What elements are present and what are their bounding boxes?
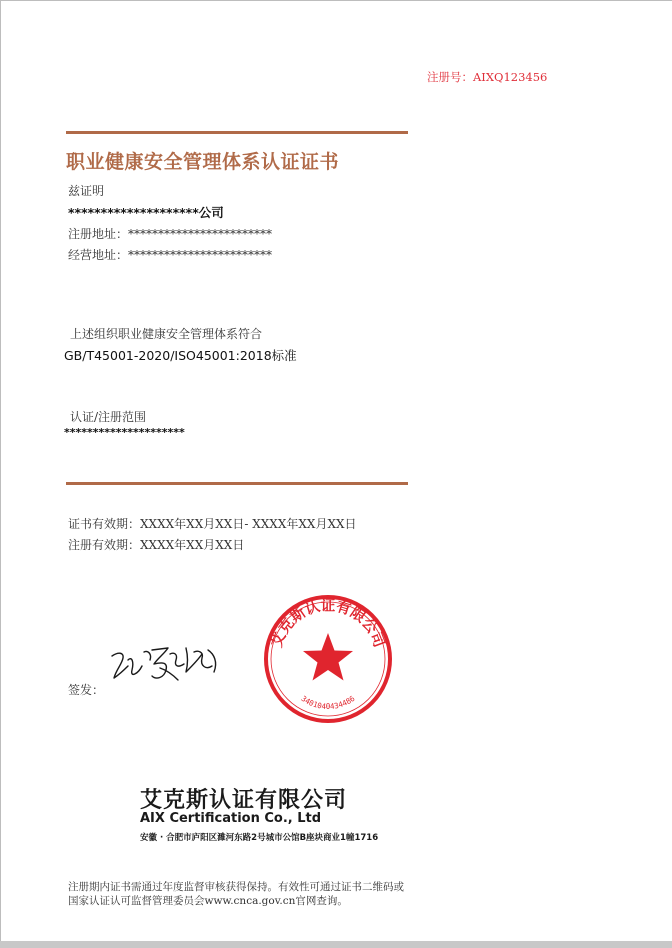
standard-text: GB/T45001-2020/ISO45001:2018标准 — [64, 348, 297, 363]
scope-label: 认证/注册范围 — [70, 410, 147, 424]
registration-validity: 注册有效期：XXXX年XX月XX日 — [68, 538, 245, 552]
footer-note: 注册期内证书需通过年度监督审核获得保持。有效性可通过证书二维码或国家认证认可监督管理委员会www.cnca.gov.cn官网查询。 — [68, 881, 404, 907]
conformity-text: 上述组织职业健康安全管理体系符合 — [70, 327, 263, 341]
page-border-bottom — [0, 941, 672, 948]
registered-address: 注册地址：************************ — [68, 227, 273, 241]
seal-text: 艾克斯认证有限公司 — [269, 598, 387, 650]
company-seal — [262, 593, 394, 725]
top-divider — [66, 131, 408, 134]
page-border-top — [0, 0, 672, 1]
certificate-title: 职业健康安全管理体系认证证书 — [66, 151, 340, 173]
certificate-validity: 证书有效期：XXXX年XX月XX日- XXXX年XX月XX日 — [68, 517, 357, 531]
signature-image — [108, 640, 228, 688]
signature-label: 签发： — [68, 683, 105, 697]
certify-label: 兹证明 — [68, 184, 105, 198]
company-name: ********************公司 — [68, 205, 224, 220]
registration-number: 注册号：AIXQ123456 — [427, 70, 548, 84]
issuer-name-en: AIX Certification Co., Ltd — [140, 811, 322, 826]
seal-star-icon — [303, 633, 353, 681]
middle-divider — [66, 482, 408, 485]
seal-number: 3401040434486 — [299, 693, 357, 712]
business-address: 经营地址：************************ — [68, 248, 273, 262]
scope-value: ********************* — [64, 426, 185, 439]
page-border-left — [0, 0, 1, 948]
issuer-address: 安徽 · 合肥市庐阳区濉河东路2号城市公馆B座块商业1幢1716 — [140, 833, 379, 843]
issuer-name-cn: 艾克斯认证有限公司 — [140, 788, 348, 813]
